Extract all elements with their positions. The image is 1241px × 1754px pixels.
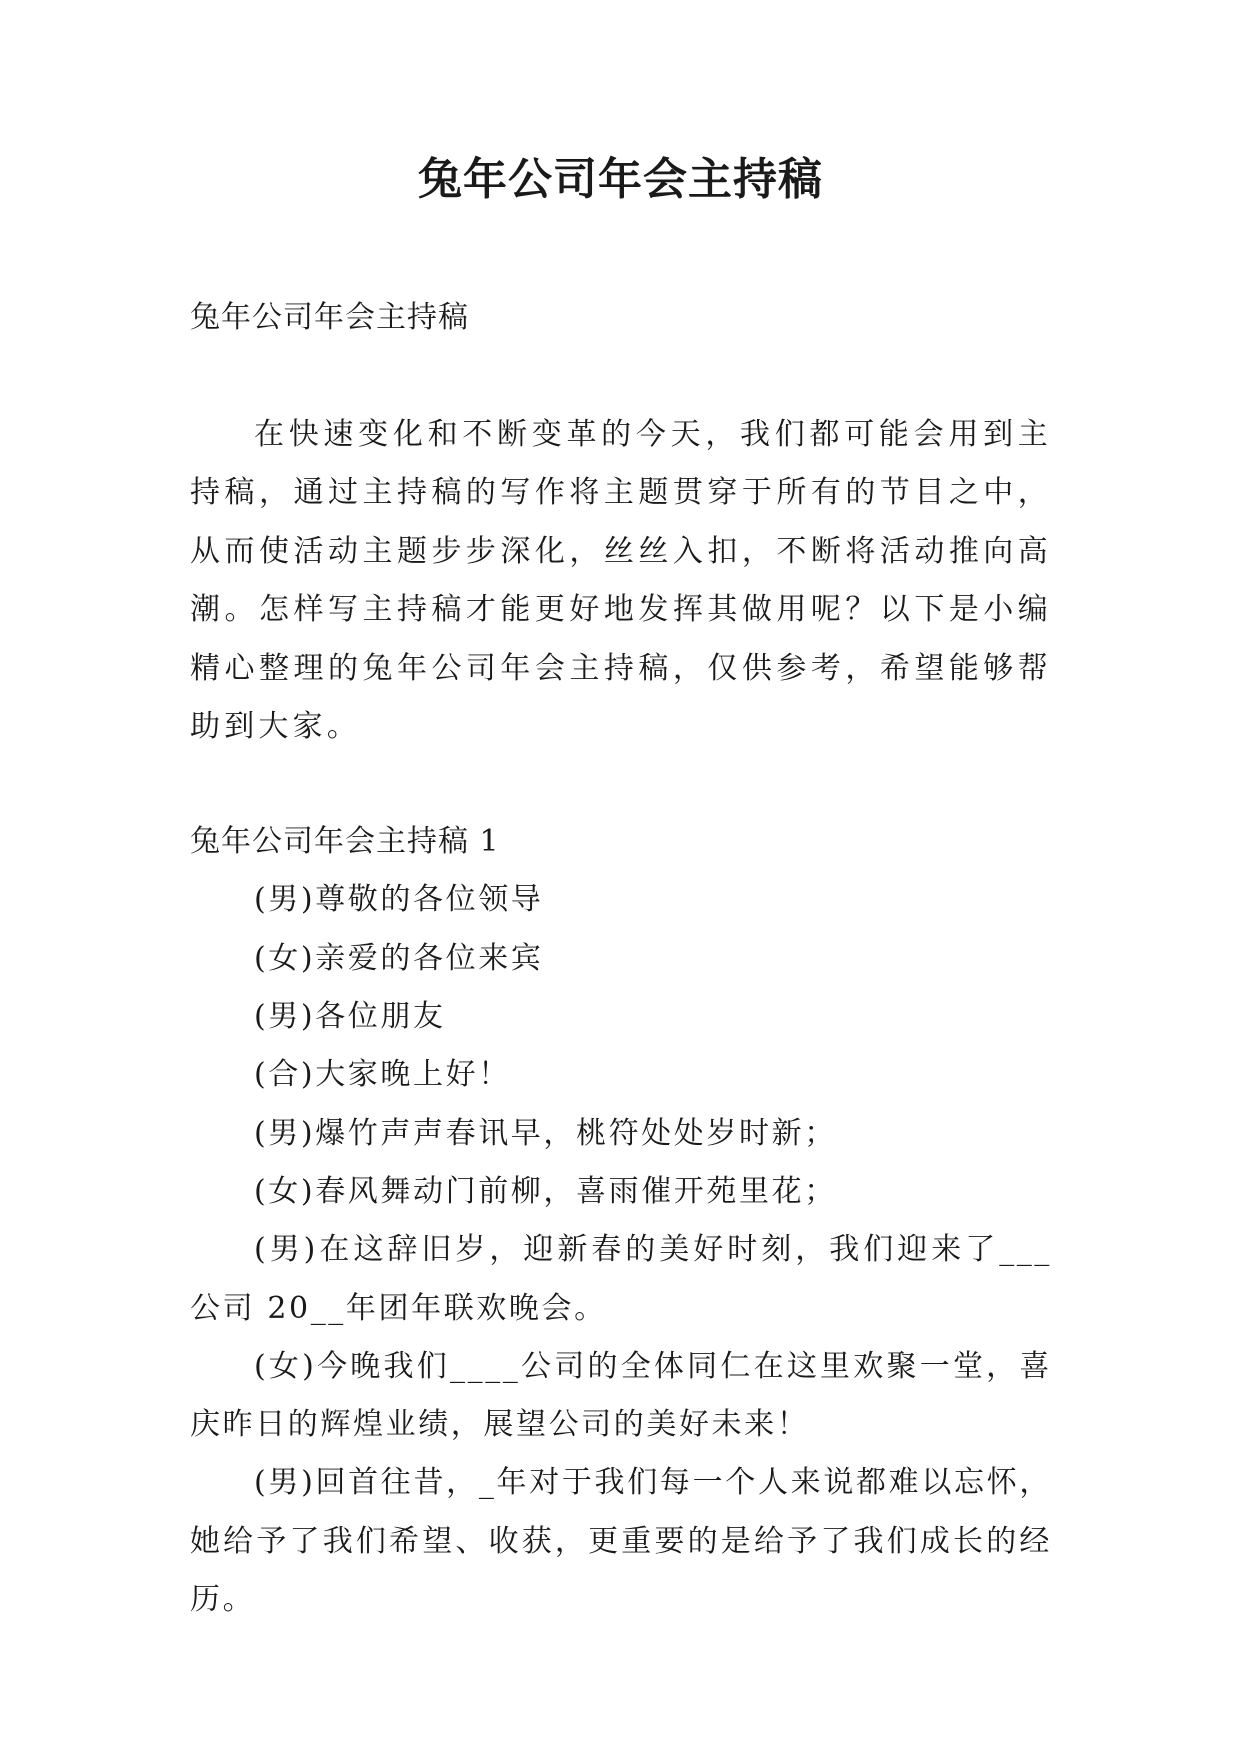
script-line: (男)尊敬的各位领导 [254, 882, 544, 918]
script-line: (女)今晚我们____公司的全体同仁在这里欢聚一堂，喜庆昨日的辉煌业绩，展望公司的美好未来！ [190, 1348, 1052, 1443]
script-line: (男)各位朋友 [254, 999, 446, 1035]
script-line: (女)春风舞动门前柳，喜雨催开苑里花； [254, 1173, 837, 1209]
script-line: (男)在这辞旧岁，迎新春的美好时刻，我们迎来了___公司 20__年团年联欢晚会。 [190, 1232, 1052, 1326]
script-line: (男)回首往昔，_年对于我们每一个人来说都难以忘怀，她给予了我们希望、收获，更重要的是给予了我们成长的经历。 [190, 1465, 1052, 1617]
intro-paragraph: 在快速变化和不断变革的今天，我们都可能会用到主持稿，通过主持稿的写作将主题贯穿于所有的节目之中，从而使活动主题步步深化，丝丝入扣，不断将活动推向高潮。怎样写主持稿才能更好地发挥其做用呢？以下是小编精心整理的兔年公司年会主持稿，仅供参考，希望能够帮助到大家。 [190, 417, 1052, 745]
script-lines [190, 871, 1052, 1629]
section-title: 兔年公司年会主持稿 1 [190, 824, 500, 860]
document-subtitle: 兔年公司年会主持稿 [190, 300, 469, 335]
document-body [190, 289, 1052, 1629]
script-line: (合)大家晚上好！ [254, 1057, 511, 1093]
document-title: 兔年公司年会主持稿 [418, 154, 823, 205]
script-line: (女)亲爱的各位来宾 [254, 940, 544, 976]
script-line: (男)爆竹声声春讯早，桃符处处岁时新； [254, 1115, 837, 1151]
